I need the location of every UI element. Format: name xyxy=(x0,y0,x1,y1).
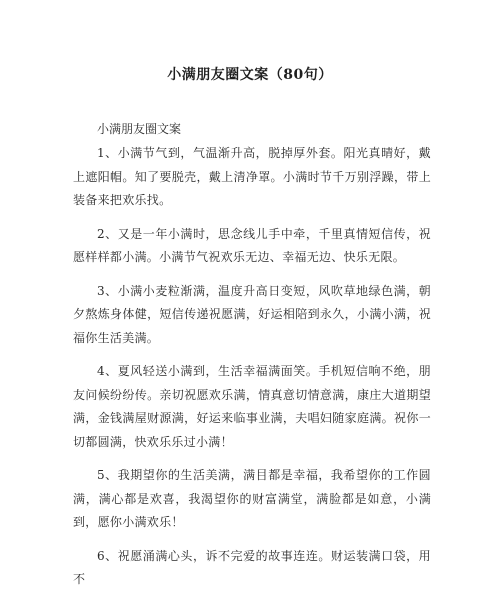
paragraph: 5、我期望你的生活美满，满目都是幸福，我希望你的工作圆满，满心都是欢喜，我渴望你的财富满堂，满脸都是如意，小满到，愿你小满欢乐！ xyxy=(73,468,431,529)
paragraph: 4、夏风轻送小满到，生活幸福满面笑。手机短信响不绝，朋友问候纷纷传。亲切祝愿欢乐满，情真意切情意满，康庄大道期望满，金钱满屋财源满，好运来临事业满，夫唱妇随家庭满。祝你一切都圆满，快欢乐乐过小满！ xyxy=(73,364,431,449)
document-body xyxy=(73,142,431,602)
paragraph: 6、祝愿涌满心头，诉不完爱的故事连连。财运装满口袋，用不 xyxy=(73,548,431,586)
document-title: 小满朋友圈文案（80句） xyxy=(167,67,333,83)
paragraph: 3、小满小麦粒渐满，温度升高日变短，风吹草地绿色满，朝夕熬炼身体健，短信传递祝愿满，好运相陪到永久，小满小满，祝福你生活美满。 xyxy=(73,283,431,345)
document-subtitle: 小满朋友圈文案 xyxy=(97,122,182,136)
paragraph: 1、小满节气到，气温渐升高，脱掉厚外套。阳光真晴好，戴上遮阳帽。知了要脱壳，戴上清净罩。小满时节千万别浮躁，带上装备来把欢乐找。 xyxy=(73,146,431,207)
paragraph: 2、又是一年小满时，思念线儿手中牵，千里真情短信传，祝愿样样都小满。小满节气祝欢乐无边、幸福无边、快乐无限。 xyxy=(73,226,431,264)
